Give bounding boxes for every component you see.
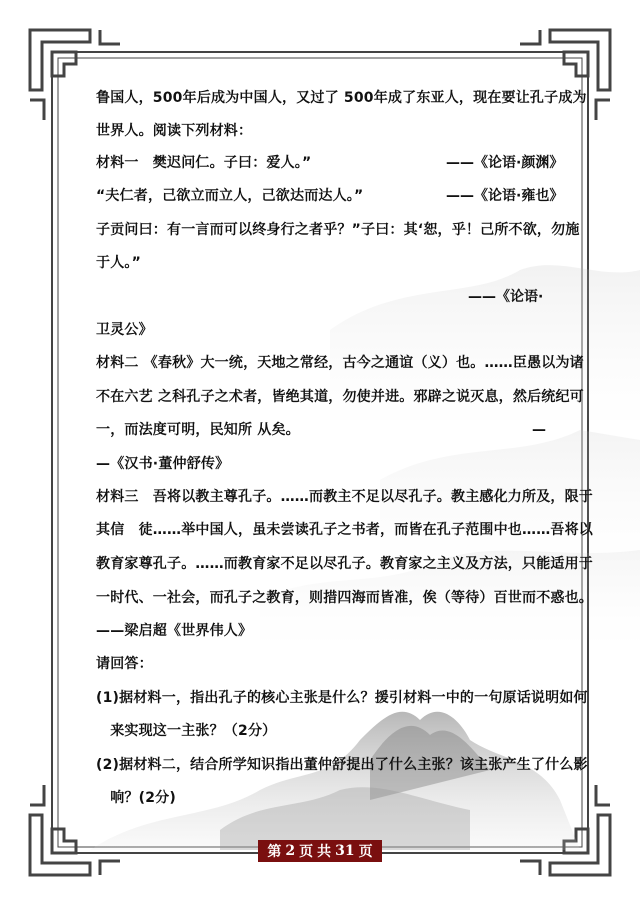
text-line: 鲁国人，500年后成为中国人，又过了 500年成了东亚人，现在要让孔子成为 <box>96 90 587 106</box>
text-line: 材料一 樊迟问仁。子曰：爱人。” <box>96 155 312 171</box>
text-line: 子贡问曰：有一言而可以终身行之者乎？”子曰：其‘恕，乎！己所不欲，勿施 <box>96 222 580 238</box>
footer-ye-2: 页 <box>358 844 373 860</box>
question-1-cont: 来实现这一主张？（2分） <box>96 723 277 739</box>
text-line: 卫灵公》 <box>96 322 153 338</box>
text-line: 一，而法度可明，民知所 从矣。 <box>96 422 300 438</box>
text-line: 材料三 吾将以教主尊孔子。……而教主不足以尽孔子。教主感化力所及，限于 <box>96 489 593 505</box>
source-citation: ——《论语· <box>468 289 544 305</box>
source-citation: ——《论语·颜渊》 <box>446 155 564 171</box>
total-pages: 31 <box>335 843 355 859</box>
text-line: 材料二 《春秋》大一统，天地之常经，古今之通谊（义）也。……臣愚以为诸 <box>96 355 584 371</box>
question-heading: 请回答： <box>96 656 153 672</box>
text-line: 不在六艺 之科孔子之术者，皆绝其道，勿使并进。邪辟之说灭息，然后统纪可 <box>96 389 584 405</box>
source-citation: ——《论语·雍也》 <box>446 188 564 204</box>
current-page: 2 <box>285 843 296 859</box>
text-line: 世界人。阅读下列材料： <box>96 123 253 139</box>
footer-di: 第 <box>267 844 282 860</box>
text-line: ——梁启超《世界伟人》 <box>96 623 253 639</box>
page-number-badge <box>258 840 382 862</box>
text-line: 于人。” <box>96 255 142 271</box>
text-line: “夫仁者，己欲立而立人，己欲达而达人。” <box>96 188 364 204</box>
footer-ye: 页 <box>299 844 314 860</box>
question-2: (2)据材料二，结合所学知识指出董仲舒提出了什么主张？该主张产生了什么影 <box>96 757 588 773</box>
question-1: (1)据材料一，指出孔子的核心主张是什么？援引材料一中的一句原话说明如何 <box>96 690 588 706</box>
text-line: 其信 徒……举中国人，虽未尝读孔子之书者，而皆在孔子范围中也……吾将以 <box>96 522 593 538</box>
question-2-cont: 响？(2分) <box>96 790 176 806</box>
text-line: —《汉书·董仲舒传》 <box>96 456 230 472</box>
text-line: 一时代、一社会，而孔子之教育，则措四海而皆准，俟（等待）百世而不惑也。 <box>96 590 593 606</box>
source-citation: — <box>532 422 546 438</box>
text-line: 教育家尊孔子。……而教育家不足以尽孔子。教育家之主义及方法，只能适用于 <box>96 556 593 572</box>
footer-gong: 共 <box>317 844 332 860</box>
